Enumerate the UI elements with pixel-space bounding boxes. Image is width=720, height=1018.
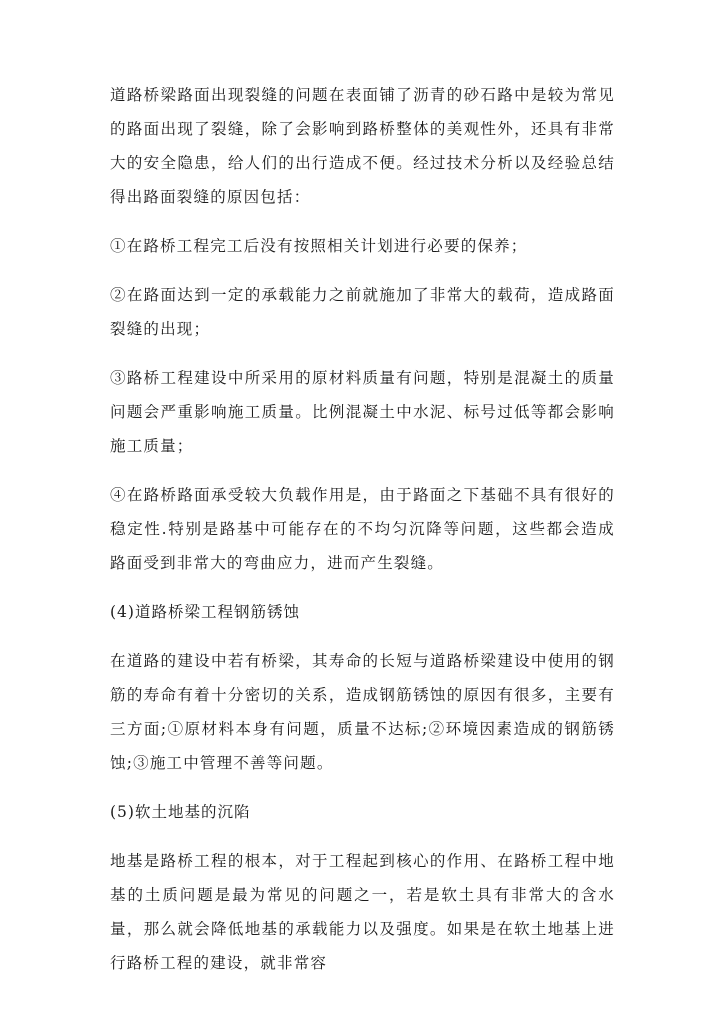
section-heading-rebar-corrosion: (4)道路桥梁工程钢筋锈蚀 xyxy=(110,603,300,621)
paragraph-soft-soil: 地基是路桥工程的根本，对于工程起到核心的作用、在路桥工程中地基的土质问题是最为常见的问题之一，若是软土具有非常大的含水量，那么就会降低地基的承载能力以及强度。如果是在软土地基上进行路桥工程的建设，就非常容 xyxy=(110,852,615,972)
section-heading-soft-soil: (5)软土地基的沉陷 xyxy=(110,803,251,821)
paragraph-cause-2: ②在路面达到一定的承载能力之前就施加了非常大的载荷，造成路面裂缝的出现； xyxy=(110,286,615,338)
paragraph-cause-4: ④在路桥路面承受较大负载作用是，由于路面之下基础不具有很好的稳定性.特别是路基中可能存在的不均匀沉降等问题，这些都会造成路面受到非常大的弯曲应力，进而产生裂缝。 xyxy=(110,486,615,572)
paragraph-crack-intro: 道路桥梁路面出现裂缝的问题在表面铺了沥青的砂石路中是较为常见的路面出现了裂缝，除了会影响到路桥整体的美观性外，还具有非常大的安全隐患，给人们的出行造成不便。经过技术分析以及经验总结得出路面裂缝的原因包括： xyxy=(110,86,615,206)
paragraph-rebar-corrosion: 在道路的建设中若有桥梁，其寿命的长短与道路桥梁建设中使用的钢筋的寿命有着十分密切的关系，造成钢筋锈蚀的原因有很多，主要有三方面;①原材料本身有问题，质量不达标;②环境因素造成的钢筋锈蚀;③施工中管理不善等问题。 xyxy=(110,652,615,772)
paragraph-cause-1: ①在路桥工程完工后没有按照相关计划进行必要的保养； xyxy=(110,237,528,255)
paragraph-cause-3: ③路桥工程建设中所采用的原材料质量有问题，特别是混凝土的质量问题会严重影响施工质量。比例混凝土中水泥、标号过低等都会影响施工质量； xyxy=(110,369,615,455)
document-body xyxy=(110,78,615,995)
